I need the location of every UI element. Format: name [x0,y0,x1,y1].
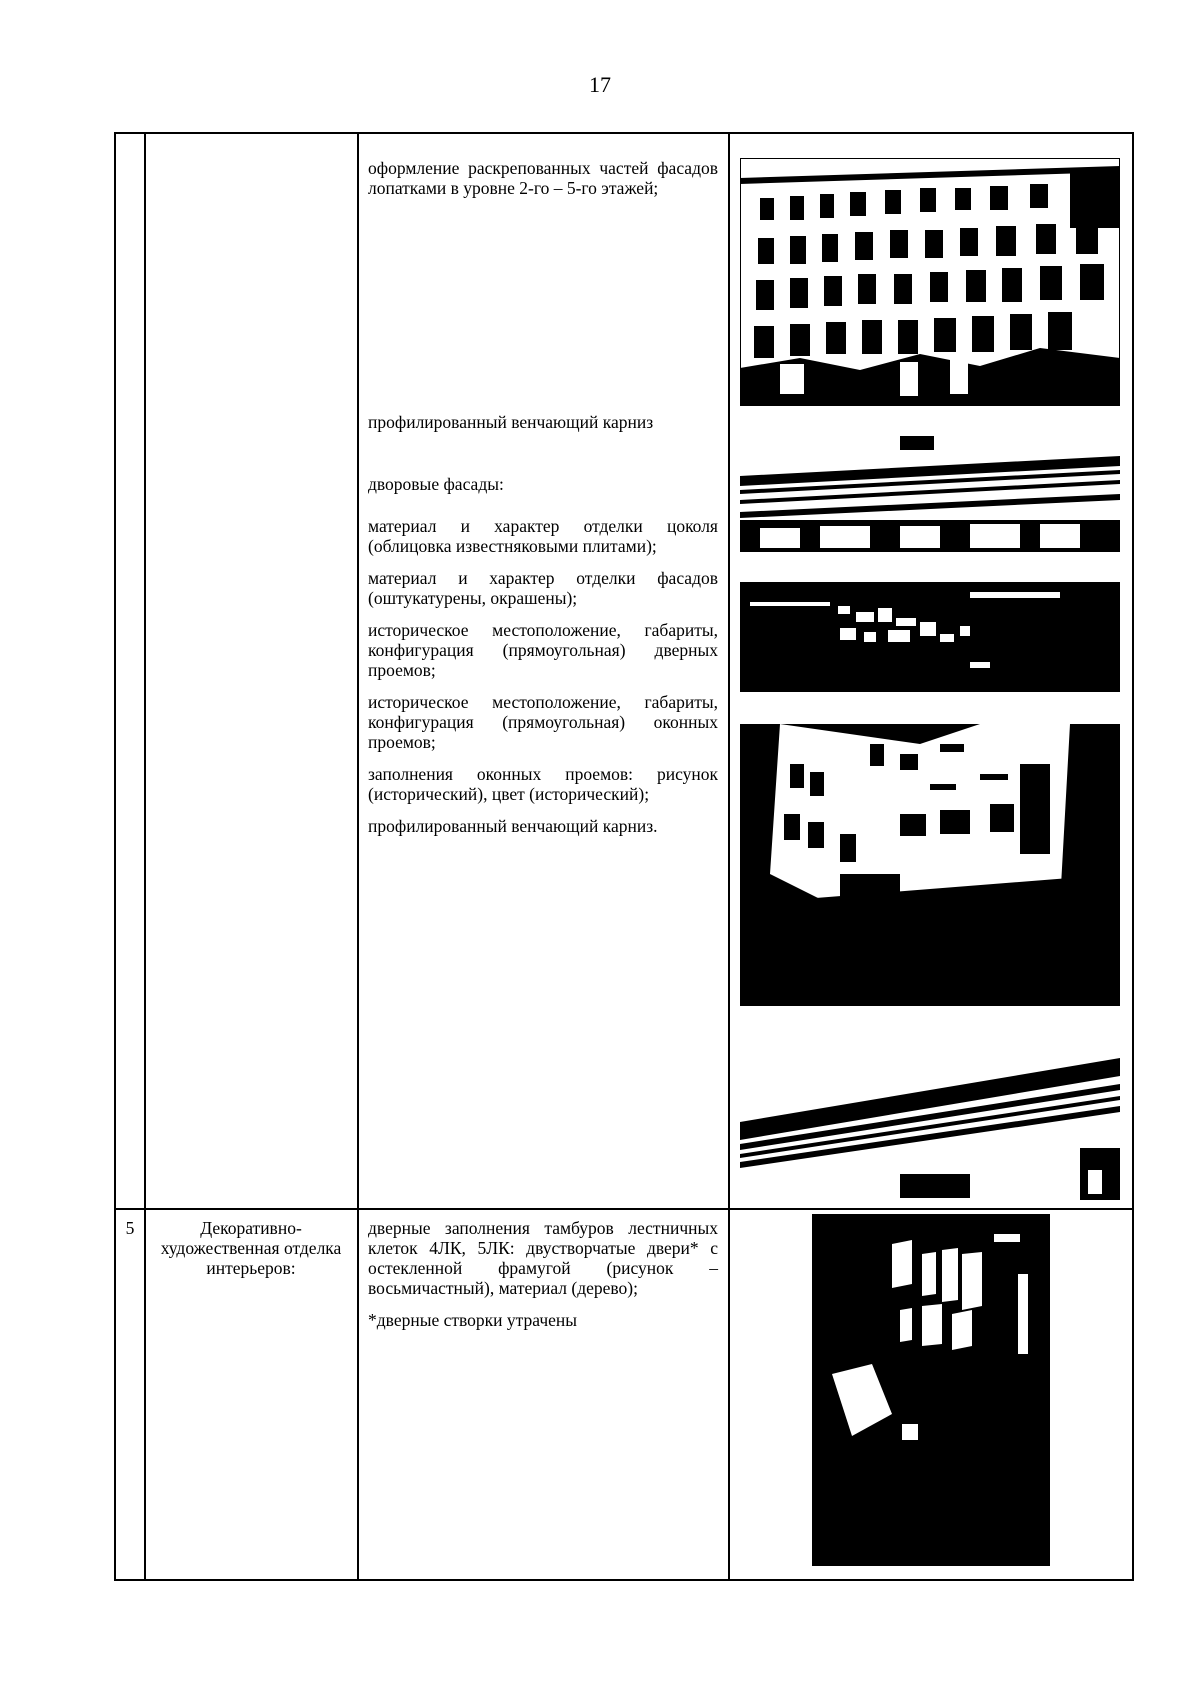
page-number: 17 [589,72,611,97]
row-divider [114,1208,1134,1210]
vestibule-door-photo [812,1214,1050,1566]
plinth-photo [740,582,1120,692]
column-divider [728,132,730,1581]
table-top-border [114,132,1134,134]
table-left-border [114,132,116,1581]
feature-item: заполнения оконных проемов: рисунок (исторический), цвет (исторический); [368,764,718,804]
table-bottom-border [114,1579,1134,1581]
feature-item: материал и характер отделки фасадов (оштукатурены, окрашены); [368,568,718,608]
feature-item: историческое местоположение, габариты, конфигурация (прямоугольная) дверных проемов; [368,620,718,680]
feature-item: дверные заполнения тамбуров лестничных клеток 4ЛК, 5ЛК: двустворчатые двери* с остекленной фрамугой (рисунок – восьмичастный), материал (дерево); [368,1218,718,1298]
row-number: 5 [125,1218,135,1238]
table-right-border [1132,132,1134,1581]
feature-item: оформление раскрепованных частей фасадов лопатками в уровне 2-го – 5-го этажей; [368,158,718,198]
feature-cell [368,158,718,836]
courtyard-facade-photo [740,724,1120,1006]
section-heading: дворовые фасады: [368,474,504,494]
feature-item: историческое местоположение, габариты, конфигурация (прямоугольная) оконных проемов; [368,692,718,752]
cornice-photo [740,436,1120,552]
courtyard-cornice-photo [740,1040,1120,1200]
feature-cell [368,1218,718,1330]
footnote: *дверные створки утрачены [368,1310,578,1330]
feature-item: материал и характер отделки цоколя (облицовка известняковыми плитами); [368,516,718,556]
street-facade-photo [740,158,1120,406]
column-divider [144,132,146,1581]
item-name: Декоративно-художественная отделка интерьеров: [160,1218,342,1278]
column-divider [357,132,359,1581]
feature-item: профилированный венчающий карниз [368,412,654,432]
feature-item: профилированный венчающий карниз. [368,816,658,836]
